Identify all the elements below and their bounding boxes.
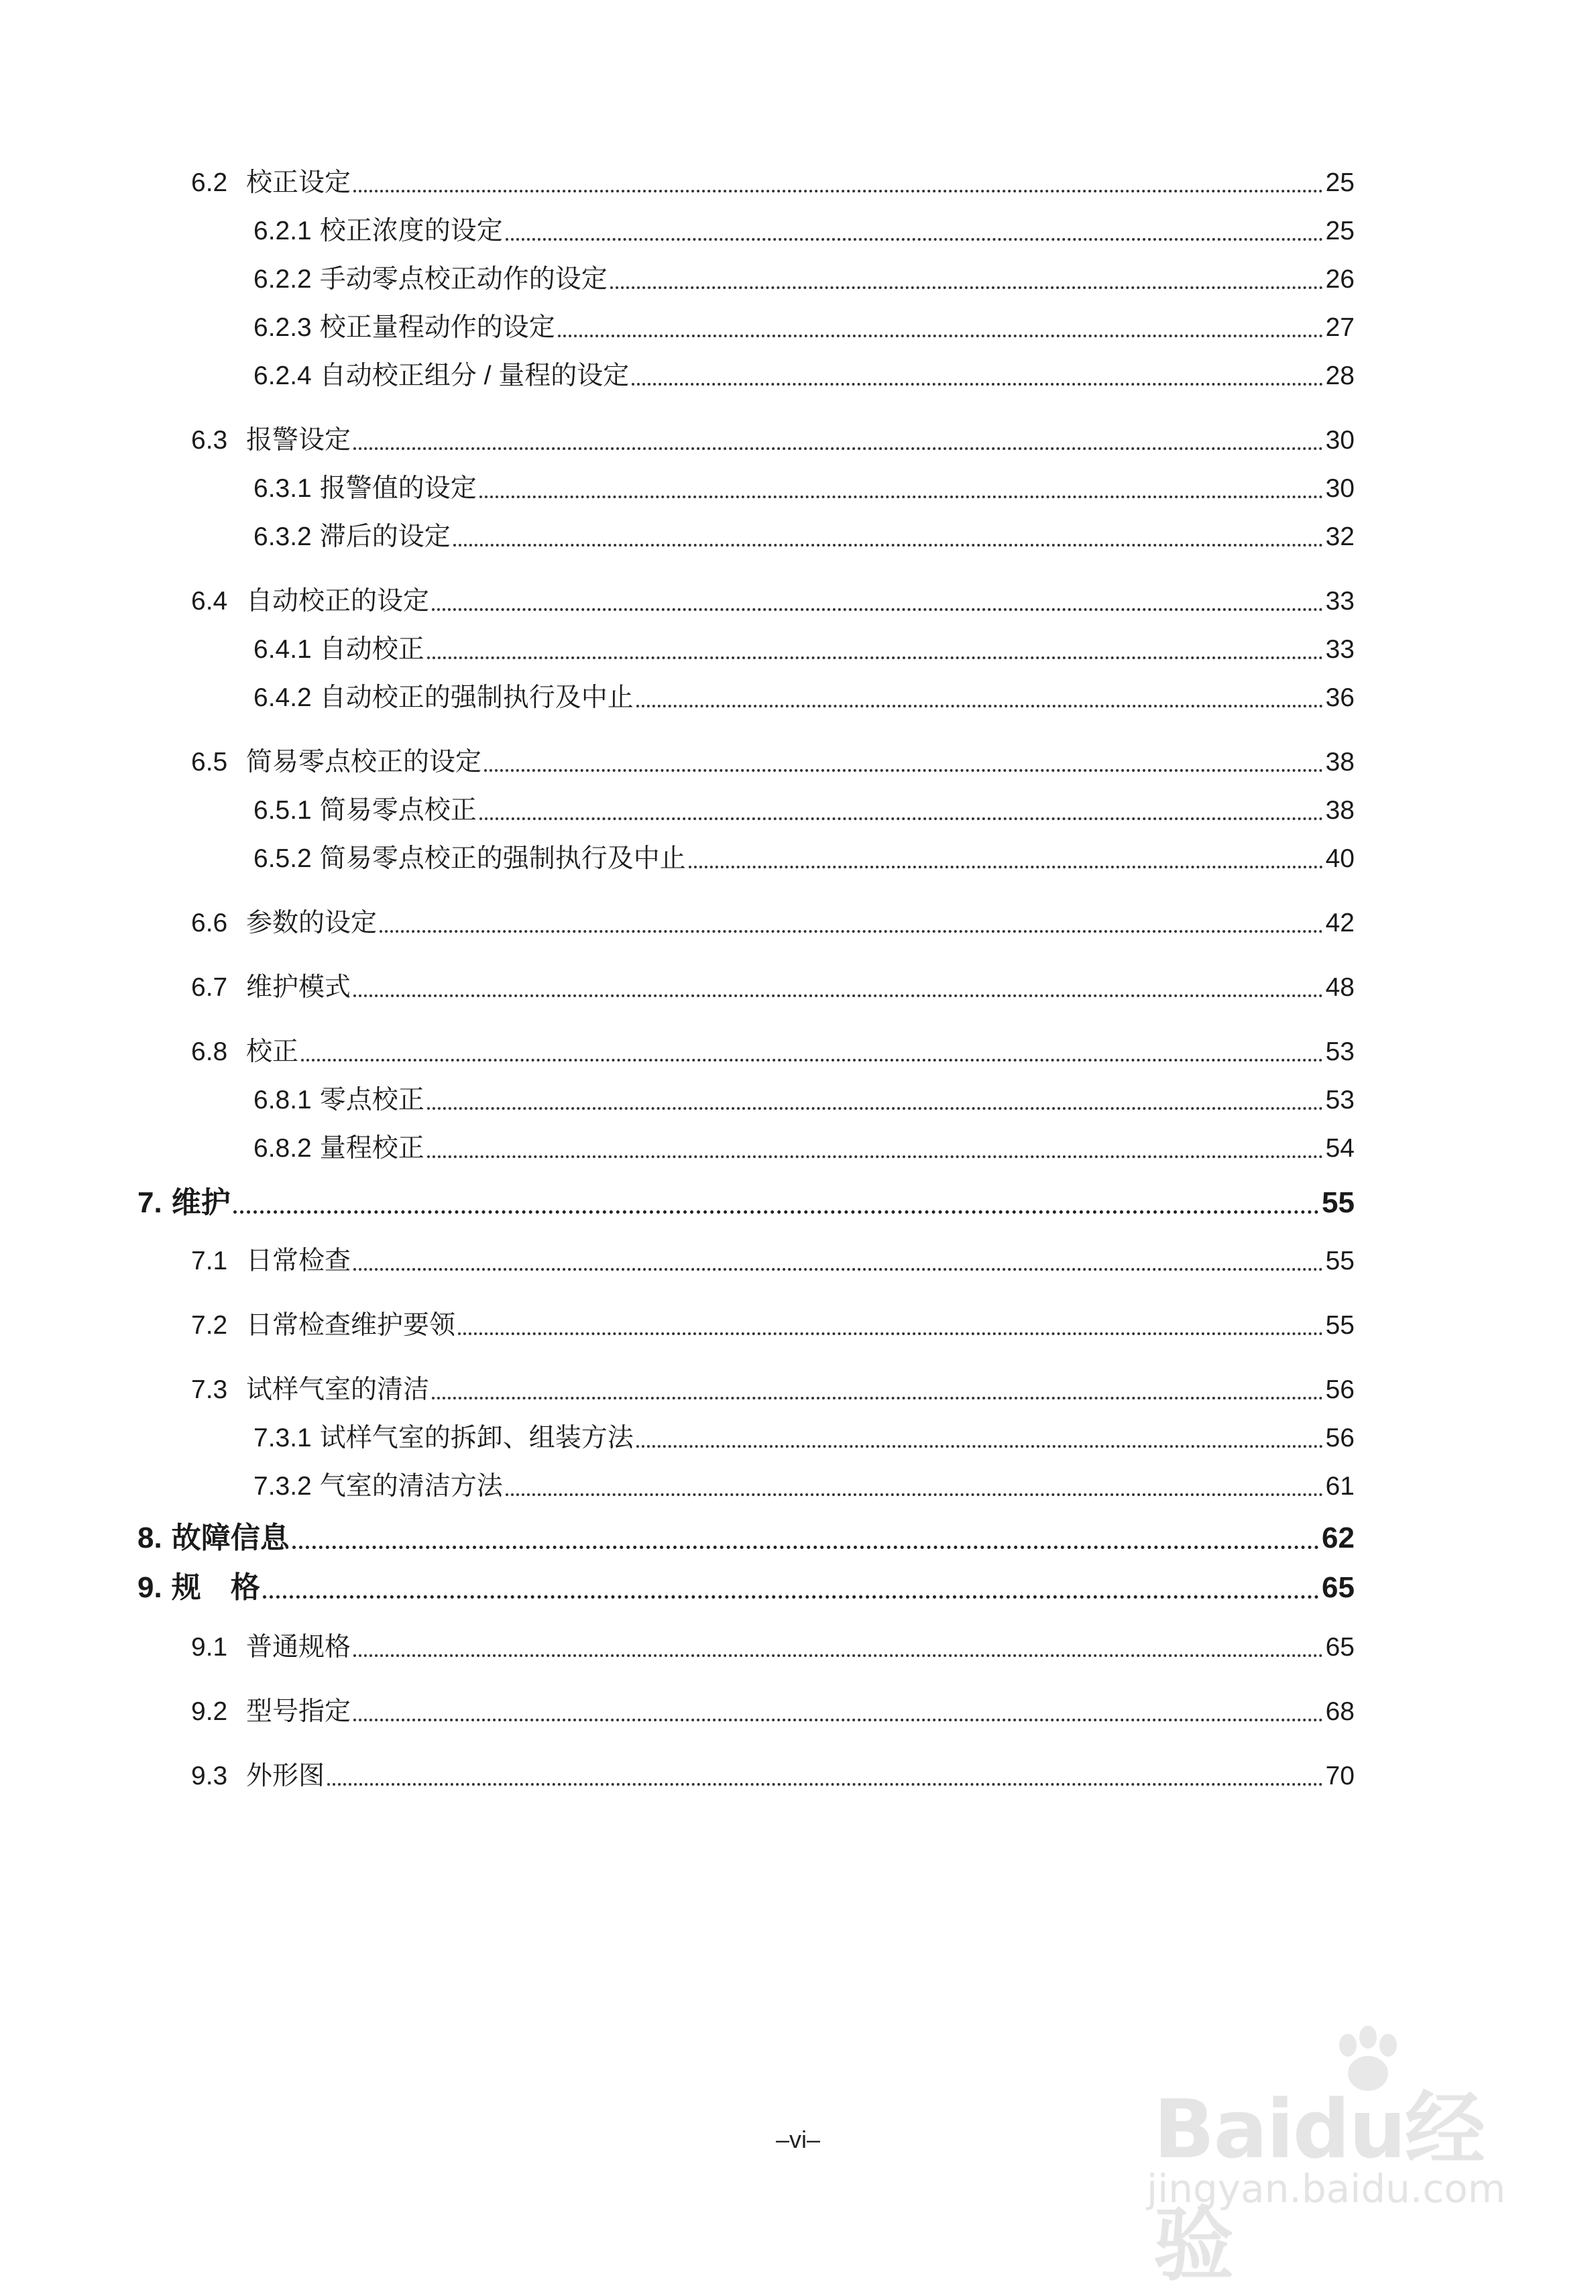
toc-entry-number: 6.2.2 — [253, 265, 312, 294]
toc-entry[interactable] — [253, 795, 1355, 826]
dot-leader — [689, 866, 1323, 868]
toc-entry-number: 7.3.2 — [253, 1472, 312, 1501]
toc-entry-page: 33 — [1325, 635, 1355, 664]
toc-entry[interactable] — [253, 1133, 1355, 1164]
toc-chapter[interactable] — [137, 1521, 1355, 1556]
toc-entry-title: 参数的设定 — [246, 909, 378, 937]
toc-entry-number: 6.3 — [191, 426, 228, 455]
toc-entry-page: 68 — [1325, 1697, 1355, 1726]
toc-entry-title: 校正量程动作的设定 — [319, 313, 555, 342]
dot-leader — [432, 608, 1323, 611]
toc-entry[interactable] — [191, 1697, 1355, 1727]
toc-entry[interactable] — [253, 361, 1355, 392]
toc-entry-page: 55 — [1325, 1311, 1355, 1340]
toc-entry[interactable] — [191, 747, 1355, 778]
dot-leader — [427, 1155, 1323, 1158]
dot-leader — [479, 496, 1323, 498]
toc-entry-title: 日常检查维护要领 — [246, 1311, 456, 1340]
toc-entry[interactable] — [253, 634, 1355, 665]
toc-entry[interactable] — [253, 216, 1355, 247]
toc-entry-number: 6.8 — [191, 1037, 228, 1066]
toc-entry-title: 外形图 — [246, 1762, 325, 1790]
toc-entry-title: 普通规格 — [246, 1633, 351, 1662]
toc-entry-title: 自动校正的设定 — [246, 587, 430, 616]
toc-entry-page: 54 — [1325, 1134, 1355, 1163]
toc-entry-page: 53 — [1325, 1037, 1355, 1066]
toc-entry-number: 6.8.2 — [253, 1134, 312, 1163]
dot-leader — [453, 544, 1323, 547]
toc-entry-number: 6.4.2 — [253, 683, 312, 712]
toc-entry-page: 62 — [1322, 1522, 1355, 1554]
toc-entry-title: 试样气室的拆卸、组装方法 — [319, 1424, 634, 1452]
toc-entry-number: 7.2 — [191, 1311, 228, 1340]
toc-entry-page: 30 — [1325, 426, 1355, 455]
dot-leader — [353, 190, 1323, 192]
toc-entry[interactable] — [253, 1085, 1355, 1116]
baidu-watermark — [1127, 2025, 1529, 2292]
toc-entry-title: 维护 — [171, 1186, 231, 1219]
toc-entry[interactable] — [191, 1246, 1355, 1277]
toc-entry-title: 自动校正的强制执行及中止 — [319, 683, 634, 712]
toc-entry-title: 简易零点校正的强制执行及中止 — [319, 844, 686, 873]
dot-leader — [353, 447, 1323, 450]
toc-entry-number: 6.2 — [191, 168, 228, 197]
toc-entry-number: 6.3.2 — [253, 522, 312, 551]
toc-entry[interactable] — [191, 586, 1355, 617]
dot-leader — [458, 1332, 1323, 1335]
toc-entry[interactable] — [191, 1375, 1355, 1405]
dot-leader — [506, 1493, 1323, 1496]
toc-entry[interactable] — [253, 844, 1355, 874]
toc-entry-page: 65 — [1325, 1633, 1355, 1662]
toc-entry[interactable] — [253, 312, 1355, 343]
dot-leader — [327, 1783, 1323, 1786]
toc-entry-number: 9. — [137, 1571, 162, 1604]
toc-entry-page: 48 — [1325, 973, 1355, 1002]
dot-leader — [353, 1719, 1323, 1721]
dot-leader — [427, 1107, 1323, 1110]
dot-leader — [353, 994, 1323, 997]
dot-leader — [301, 1059, 1323, 1061]
toc-entry-page: 61 — [1325, 1472, 1355, 1501]
toc-entry-number: 6.2.1 — [253, 217, 312, 245]
toc-entry-page: 36 — [1325, 683, 1355, 712]
toc-entry-title: 日常检查 — [246, 1247, 351, 1275]
toc-entry[interactable] — [191, 1632, 1355, 1663]
toc-entry-title: 手动零点校正动作的设定 — [319, 265, 608, 294]
toc-entry-number: 7.3.1 — [253, 1424, 312, 1452]
toc-entry-title: 简易零点校正 — [319, 796, 477, 825]
toc-entry-number: 6.7 — [191, 973, 228, 1002]
toc-entry-number: 6.4.1 — [253, 635, 312, 664]
toc-entry-page: 32 — [1325, 522, 1355, 551]
toc-entry-number: 6.5.2 — [253, 844, 312, 873]
toc-entry-title: 报警值的设定 — [319, 474, 477, 503]
toc-entry-page: 38 — [1325, 796, 1355, 825]
toc-entry[interactable] — [253, 1471, 1355, 1502]
toc-entry-title: 滞后的设定 — [319, 522, 451, 551]
toc-entry-number: 7.3 — [191, 1375, 228, 1404]
toc-entry[interactable] — [191, 1761, 1355, 1792]
toc-entry-number: 7.1 — [191, 1247, 228, 1275]
toc-entry-title: 校正设定 — [246, 168, 351, 197]
toc-entry-page: 30 — [1325, 474, 1355, 503]
toc-entry-number: 9.2 — [191, 1697, 228, 1726]
toc-chapter[interactable] — [137, 1570, 1355, 1605]
dot-leader — [610, 286, 1323, 289]
toc-entry[interactable] — [191, 168, 1355, 198]
toc-entry[interactable] — [253, 683, 1355, 713]
toc-entry-page: 38 — [1325, 748, 1355, 777]
dot-leader — [558, 335, 1323, 337]
toc-entry-title: 报警设定 — [246, 426, 351, 455]
toc-entry-title: 自动校正 — [319, 635, 424, 664]
toc-entry-page: 40 — [1325, 844, 1355, 873]
toc-entry-page: 70 — [1325, 1762, 1355, 1790]
toc-entry-page: 27 — [1325, 313, 1355, 342]
dot-leader — [263, 1595, 1319, 1599]
toc-entry-number: 6.2.4 — [253, 361, 312, 390]
toc-entry[interactable] — [253, 522, 1355, 553]
dot-leader — [632, 383, 1322, 386]
toc-entry-title: 规 格 — [171, 1571, 260, 1604]
toc-entry-page: 56 — [1325, 1424, 1355, 1452]
toc-entry-page: 42 — [1325, 909, 1355, 937]
toc-entry-title: 维护模式 — [246, 973, 351, 1002]
dot-leader — [233, 1210, 1319, 1214]
toc-entry[interactable] — [253, 473, 1355, 504]
toc-entry-number: 6.4 — [191, 587, 228, 616]
toc-entry-title: 自动校正组分 / 量程的设定 — [319, 361, 630, 390]
toc-entry-number: 6.8.1 — [253, 1086, 312, 1114]
toc-entry-title: 气室的清洁方法 — [319, 1472, 503, 1501]
toc-entry[interactable] — [191, 972, 1355, 1003]
dot-leader — [479, 817, 1323, 820]
toc-entry-number: 9.3 — [191, 1762, 228, 1790]
toc-entry-title: 校正浓度的设定 — [319, 217, 503, 245]
watermark-brand: Baidu经验 — [1153, 2083, 1484, 2292]
toc-entry-page: 25 — [1325, 217, 1355, 245]
dot-leader — [427, 656, 1323, 659]
toc-entry-page: 56 — [1325, 1375, 1355, 1404]
toc-entry-number: 6.3.1 — [253, 474, 312, 503]
dot-leader — [636, 1445, 1323, 1448]
toc-entry-page: 26 — [1325, 265, 1355, 294]
toc-entry-page: 55 — [1322, 1186, 1355, 1219]
toc-entry[interactable] — [191, 1037, 1355, 1068]
dot-leader — [636, 705, 1323, 707]
dot-leader — [292, 1546, 1319, 1549]
toc-entry-title: 型号指定 — [246, 1697, 351, 1726]
toc-entry-page: 25 — [1325, 168, 1355, 197]
dot-leader — [484, 769, 1323, 772]
page-number: –vi– — [775, 2126, 821, 2153]
toc-chapter[interactable] — [137, 1186, 1355, 1220]
toc-entry-title: 简易零点校正的设定 — [246, 748, 482, 777]
toc-entry[interactable] — [191, 1310, 1355, 1341]
watermark-url: jingyan.baidu.com — [1147, 2166, 1506, 2212]
toc-entry-title: 试样气室的清洁 — [246, 1375, 430, 1404]
toc-entry[interactable] — [191, 908, 1355, 939]
toc-entry[interactable] — [253, 264, 1355, 295]
toc-entry-number: 6.5 — [191, 748, 228, 777]
toc-entry-title: 校正 — [246, 1037, 299, 1066]
toc-entry-number: 8. — [137, 1522, 162, 1554]
toc-entry-number: 6.2.3 — [253, 313, 312, 342]
toc-entry-number: 6.6 — [191, 909, 228, 937]
dot-leader — [432, 1397, 1323, 1399]
dot-leader — [353, 1268, 1323, 1271]
toc-entry[interactable] — [191, 425, 1355, 456]
dot-leader — [353, 1654, 1323, 1657]
toc-entry-number: 7. — [137, 1186, 162, 1219]
toc-entry[interactable] — [253, 1423, 1355, 1454]
dot-leader — [506, 238, 1323, 241]
toc-entry-page: 65 — [1322, 1571, 1355, 1604]
toc-entry-title: 零点校正 — [319, 1086, 424, 1114]
dot-leader — [380, 930, 1323, 933]
toc-entry-title: 量程校正 — [319, 1134, 424, 1163]
toc-entry-page: 55 — [1325, 1247, 1355, 1275]
toc-entry-page: 33 — [1325, 587, 1355, 616]
toc-entry-page: 53 — [1325, 1086, 1355, 1114]
toc-entry-number: 9.1 — [191, 1633, 228, 1662]
toc-entry-title: 故障信息 — [171, 1522, 290, 1554]
toc-entry-page: 28 — [1325, 361, 1355, 390]
toc-entry-number: 6.5.1 — [253, 796, 312, 825]
